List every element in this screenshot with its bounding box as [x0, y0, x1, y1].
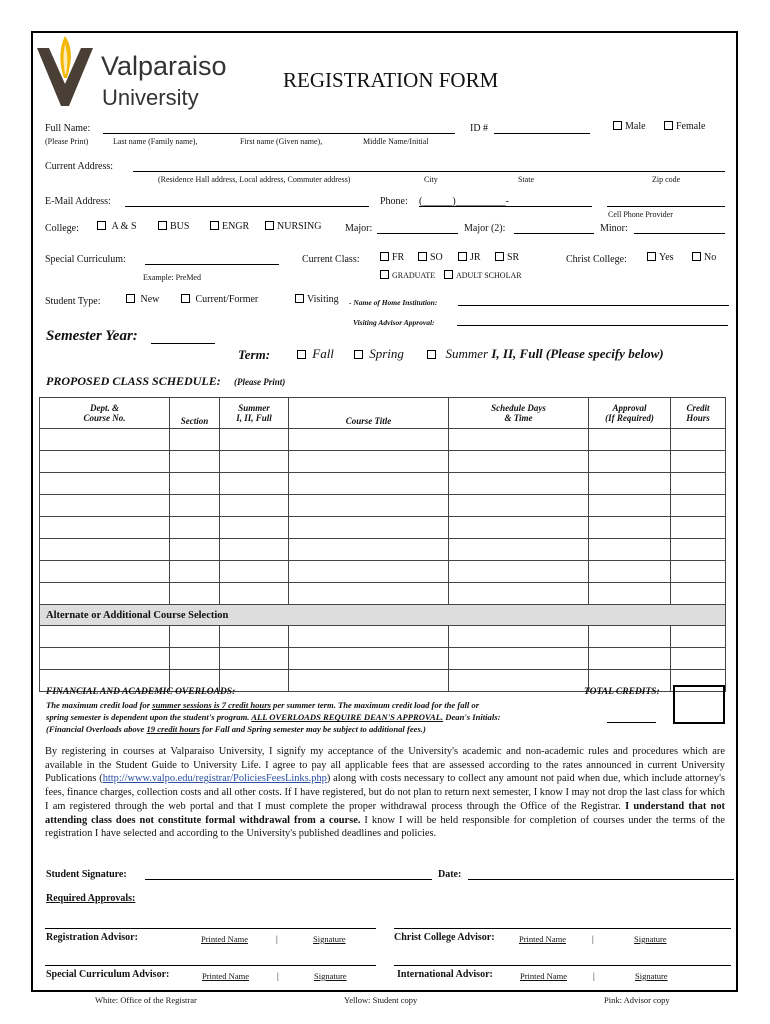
- header-dept: Dept. & Course No.: [40, 398, 170, 429]
- schedule-header-row: [40, 398, 726, 429]
- registration-advisor-label: Registration Advisor:: [46, 932, 138, 943]
- table-row[interactable]: [40, 561, 726, 583]
- class-fr-option[interactable]: [380, 252, 404, 263]
- schedule-table: [39, 397, 726, 692]
- christ-no-label: No: [704, 252, 717, 263]
- christ-advisor-label: Christ College Advisor:: [394, 932, 495, 943]
- middle-name-caption: Middle Name/Initial: [363, 137, 429, 146]
- semester-year-field[interactable]: [151, 343, 215, 344]
- term-spring-checkbox[interactable]: [354, 350, 363, 359]
- header-schedule: Schedule Days & Time: [449, 398, 589, 429]
- class-sr-checkbox[interactable]: [495, 252, 504, 261]
- class-so-label: SO: [430, 252, 443, 263]
- term-summer-spec: I, II, Full (Please specify below): [491, 346, 664, 361]
- college-label: College:: [45, 223, 79, 234]
- type-current-option[interactable]: [181, 294, 258, 305]
- header-section: Section: [170, 398, 220, 429]
- reg-signature: Signature: [313, 934, 346, 944]
- logo-line2: University: [102, 85, 199, 110]
- please-print-note: (Please Print): [45, 137, 89, 146]
- student-signature-field[interactable]: [145, 879, 432, 880]
- college-option-engr[interactable]: [210, 221, 249, 232]
- total-credits-label: TOTAL CREDITS:: [584, 687, 660, 697]
- type-visiting-label: Visiting: [307, 294, 339, 305]
- semester-year-label: Semester Year:: [46, 328, 138, 344]
- college-engr-checkbox[interactable]: [210, 221, 219, 230]
- intl-advisor-label: International Advisor:: [397, 969, 493, 980]
- table-row[interactable]: [40, 583, 726, 605]
- home-institution-label: - Name of Home Institution:: [349, 298, 438, 307]
- college-option-as[interactable]: [97, 221, 137, 232]
- college-nursing-checkbox[interactable]: [265, 221, 274, 230]
- class-sr-option[interactable]: [495, 252, 519, 263]
- schedule-please-print: (Please Print): [234, 377, 286, 387]
- class-graduate-checkbox[interactable]: [380, 270, 389, 279]
- current-class-label: Current Class:: [302, 254, 360, 265]
- class-jr-checkbox[interactable]: [458, 252, 467, 261]
- table-row[interactable]: [40, 495, 726, 517]
- class-adult-label: ADULT SCHOLAR: [456, 271, 522, 280]
- term-summer-option[interactable]: [427, 346, 664, 362]
- term-fall-checkbox[interactable]: [297, 350, 306, 359]
- male-label: Male: [625, 121, 646, 132]
- last-name-caption: Last name (Family name),: [113, 137, 198, 146]
- college-engr-label: ENGR: [222, 221, 250, 232]
- phone-field[interactable]: [419, 206, 592, 207]
- date-label: Date:: [438, 869, 462, 880]
- footer-pink-copy: Pink: Advisor copy: [604, 995, 670, 1005]
- christ-no-checkbox[interactable]: [692, 252, 701, 261]
- term-fall-label: Fall: [312, 346, 334, 361]
- header-summer: Summer I, II, Full: [220, 398, 289, 429]
- current-address-field[interactable]: [133, 171, 725, 172]
- christ-printed-name: Printed Name: [519, 934, 566, 944]
- overloads-line1: The maximum credit load for summer sessions is 7 credit hours per summer term. The maximum credit load for the fall or: [46, 700, 480, 710]
- term-summer-checkbox[interactable]: [427, 350, 436, 359]
- table-row[interactable]: [40, 473, 726, 495]
- college-bus-checkbox[interactable]: [158, 221, 167, 230]
- header-approval: Approval (If Required): [589, 398, 671, 429]
- special-advisor-line[interactable]: [45, 965, 376, 966]
- cell-provider-field[interactable]: [607, 206, 725, 207]
- registration-advisor-line[interactable]: [45, 928, 376, 929]
- total-credits-box[interactable]: [673, 685, 725, 724]
- overloads-line3: (Financial Overloads above 19 credit hours for Fall and Spring semester may be subject to additional fees.): [46, 724, 426, 734]
- college-as-checkbox[interactable]: [97, 221, 106, 230]
- special-example: Example: PreMed: [143, 273, 201, 282]
- major-field[interactable]: [377, 233, 458, 234]
- student-signature-label: Student Signature:: [46, 869, 127, 880]
- table-row[interactable]: [40, 648, 726, 670]
- email-field[interactable]: [125, 206, 369, 207]
- female-option[interactable]: [664, 121, 705, 132]
- intl-printed-name: Printed Name: [520, 971, 567, 981]
- table-row[interactable]: [40, 429, 726, 451]
- address-caption: (Residence Hall address, Local address, Commuter address): [158, 175, 351, 184]
- schedule-title: PROPOSED CLASS SCHEDULE:: [46, 374, 221, 388]
- christ-advisor-line[interactable]: [394, 928, 731, 929]
- id-label: ID #: [470, 123, 489, 134]
- christ-yes-label: Yes: [659, 252, 674, 263]
- type-new-label: New: [140, 294, 160, 305]
- special-curriculum-label: Special Curriculum:: [45, 254, 126, 265]
- major2-field[interactable]: [514, 233, 594, 234]
- current-address-label: Current Address:: [45, 161, 114, 172]
- type-visiting-checkbox[interactable]: [295, 294, 304, 303]
- overloads-title: FINANCIAL AND ACADEMIC OVERLOADS:: [46, 687, 236, 697]
- christ-signature: Signature: [634, 934, 667, 944]
- type-current-checkbox[interactable]: [181, 294, 190, 303]
- cell-provider-caption: Cell Phone Provider: [608, 210, 673, 219]
- female-label: Female: [676, 121, 706, 132]
- class-fr-label: FR: [392, 252, 405, 263]
- special-separator: |: [277, 971, 279, 981]
- class-adult-checkbox[interactable]: [444, 270, 453, 279]
- alternate-row: [40, 605, 726, 626]
- type-visiting-option[interactable]: [295, 294, 339, 305]
- reg-printed-name: Printed Name: [201, 934, 248, 944]
- christ-yes-checkbox[interactable]: [647, 252, 656, 261]
- phone-label: Phone:: [380, 196, 408, 207]
- footer-yellow-copy: Yellow: Student copy: [344, 995, 418, 1005]
- female-checkbox[interactable]: [664, 121, 673, 130]
- visiting-advisor-label: Visiting Advisor Approval:: [353, 318, 435, 327]
- intl-separator: |: [593, 971, 595, 981]
- class-fr-checkbox[interactable]: [380, 252, 389, 261]
- type-new-option[interactable]: [126, 294, 159, 305]
- college-as-label: A & S: [111, 221, 137, 232]
- college-nursing-label: NURSING: [277, 221, 322, 232]
- male-checkbox[interactable]: [613, 121, 622, 130]
- term-label: Term:: [238, 347, 271, 362]
- agreement-paragraph: By registering in courses at Valparaiso University, I signify my acceptance of the University's academic and non-academic rules and procedures which are available in the Student Guide to University Life. I agree to pay all applicable fees that are assessed according to the rates announced in current University Publications (http://www.valpo.edu/registrar/PoliciesFeesLinks.php) along with costs necessary to collect any amount not paid when due, which include attorney's fees, finance charges, collection costs and all other costs. If I have registered, but do not plan to return next semester, I know I may not drop the last class for which I am registered through the web portal and that I must complete the proper withdrawal process through the Office of the Registrar. I understand that not attending class does not constitute formal withdrawal from a course. I know I will be held responsible for completion of courses under the terms of the registration I have selected and according to the University's published deadlines and policies.: [45, 746, 726, 840]
- christ-separator: |: [592, 934, 594, 944]
- footer-white-copy: White: Office of the Registrar: [95, 995, 197, 1005]
- college-option-bus[interactable]: [158, 221, 189, 232]
- table-row[interactable]: [40, 539, 726, 561]
- header-course-title: Course Title: [289, 398, 449, 429]
- class-sr-label: SR: [507, 252, 520, 263]
- form-title: REGISTRATION FORM: [283, 68, 499, 92]
- class-so-checkbox[interactable]: [418, 252, 427, 261]
- alternate-label: Alternate or Additional Course Selection: [40, 605, 726, 626]
- reg-separator: |: [276, 934, 278, 944]
- class-jr-option[interactable]: [458, 252, 481, 263]
- home-institution-field[interactable]: [458, 305, 729, 306]
- male-option[interactable]: [613, 121, 646, 132]
- type-new-checkbox[interactable]: [126, 294, 135, 303]
- christ-no-option[interactable]: [692, 252, 716, 263]
- required-approvals-title: Required Approvals:: [46, 893, 136, 904]
- city-caption: City: [424, 175, 438, 184]
- intl-signature: Signature: [635, 971, 668, 981]
- minor-label: Minor:: [600, 223, 628, 234]
- major-label: Major:: [345, 223, 373, 234]
- intl-advisor-line[interactable]: [394, 965, 731, 966]
- state-caption: State: [518, 175, 534, 184]
- minor-field[interactable]: [634, 233, 725, 234]
- major2-label: Major (2):: [464, 223, 506, 234]
- christ-college-label: Christ College:: [566, 254, 627, 265]
- fees-link[interactable]: http://www.valpo.edu/registrar/PoliciesFeesLinks.php: [102, 773, 327, 785]
- college-bus-label: BUS: [170, 221, 190, 232]
- deans-initials-field[interactable]: [607, 722, 656, 723]
- visiting-advisor-field[interactable]: [457, 325, 728, 326]
- logo-mark-icon: [37, 34, 93, 106]
- zip-caption: Zip code: [652, 175, 681, 184]
- special-curriculum-field[interactable]: [145, 264, 279, 265]
- phone-template: (______)__________-: [419, 196, 509, 207]
- term-spring-label: Spring: [369, 346, 404, 361]
- class-adult-option[interactable]: [444, 270, 522, 280]
- table-row[interactable]: [40, 626, 726, 648]
- table-row[interactable]: [40, 517, 726, 539]
- term-fall-option[interactable]: [297, 346, 334, 362]
- first-name-caption: First name (Given name),: [240, 137, 323, 146]
- special-printed-name: Printed Name: [202, 971, 249, 981]
- table-row[interactable]: [40, 451, 726, 473]
- header-credit: Credit Hours: [671, 398, 726, 429]
- term-summer-label: Summer: [445, 346, 489, 361]
- student-type-label: Student Type:: [45, 296, 101, 307]
- id-field[interactable]: [494, 133, 590, 134]
- class-jr-label: JR: [470, 252, 481, 263]
- christ-yes-option[interactable]: [647, 252, 674, 263]
- class-so-option[interactable]: [418, 252, 443, 263]
- term-spring-option[interactable]: [354, 346, 404, 362]
- special-signature: Signature: [314, 971, 347, 981]
- class-graduate-label: GRADUATE: [392, 271, 436, 280]
- class-graduate-option[interactable]: [380, 270, 435, 280]
- special-advisor-label: Special Curriculum Advisor:: [46, 969, 170, 980]
- date-field[interactable]: [468, 879, 734, 880]
- logo-line1: Valparaiso: [101, 51, 227, 81]
- email-label: E-Mail Address:: [45, 196, 111, 207]
- full-name-field[interactable]: [103, 133, 455, 134]
- college-option-nursing[interactable]: [265, 221, 321, 232]
- type-current-label: Current/Former: [195, 294, 259, 305]
- overloads-line2: spring semester is dependent upon the student's program. ALL OVERLOADS REQUIRE DEAN'S APPROVAL. Dean's Initials:: [46, 712, 501, 722]
- full-name-label: Full Name:: [45, 123, 91, 134]
